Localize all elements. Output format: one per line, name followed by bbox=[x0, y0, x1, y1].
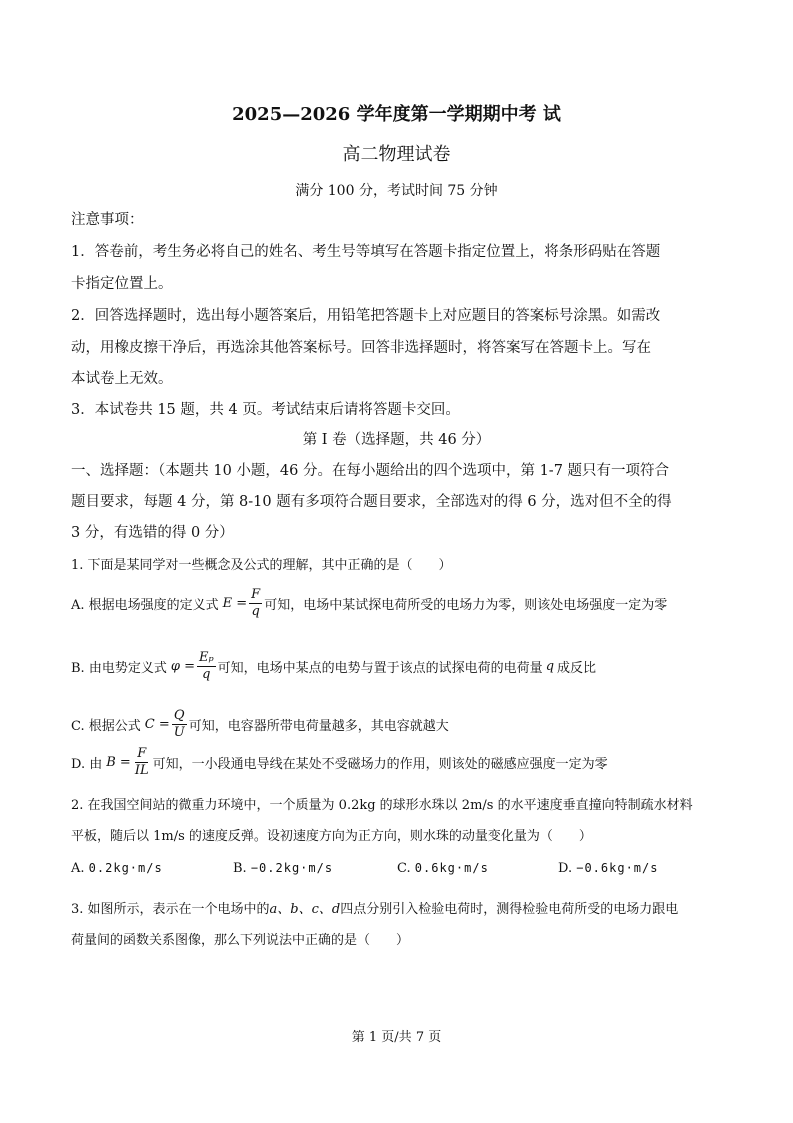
notice-item-2-line-3: 本试卷上无效。 bbox=[71, 371, 173, 387]
subject-title: 高二物理试卷 bbox=[342, 144, 451, 165]
page-footer: 第 1 页/共 7 页 bbox=[351, 1030, 442, 1045]
q2-line-1: 2. 在我国空间站的微重力环境中，一个质量为 0.2kg 的球形水珠以 2m/s 的水平速度垂直撞向特制疏水材料 bbox=[71, 798, 693, 813]
q2-b-label: B. bbox=[233, 861, 247, 876]
q2-option-c bbox=[397, 861, 489, 876]
q1-c-fraction bbox=[172, 708, 187, 741]
q1-d-fraction bbox=[133, 746, 151, 779]
q2-line-2: 平板，随后以 1m/s 的速度反弹。设初速度方向为正方向，则水珠的动量变化量为（ ） bbox=[71, 829, 592, 844]
q1-a-denominator: q bbox=[251, 604, 260, 619]
q1-b-end: 成反比 bbox=[557, 661, 597, 676]
q3-line-1-suffix: 四点分别引入检验电荷时，测得检验电荷所受的电场力跟电 bbox=[340, 902, 679, 917]
q1-option-d bbox=[71, 746, 608, 779]
q1-d-prefix: D. 由 bbox=[71, 757, 103, 772]
notice-item-2-line-2: 动，用橡皮擦干净后，再选涂其他答案标号。回答非选择题时，将答案写在答题卡上。写在 bbox=[71, 340, 651, 356]
q2-d-value: −0.6kg·m/s bbox=[576, 861, 659, 875]
q1-a-suffix: 可知，电场中某试探电荷所受的电场力为零，则该处电场强度一定为零 bbox=[264, 598, 668, 613]
exam-meta: 满分 100 分，考试时间 75 分钟 bbox=[295, 183, 498, 199]
q1-d-formula-lhs: B = bbox=[106, 755, 131, 770]
q2-c-label: C. bbox=[397, 861, 411, 876]
q3-line-2: 荷量间的函数关系图像，那么下列说法中正确的是（ ） bbox=[71, 933, 410, 948]
q1-stem: 1. 下面是某同学对一些概念及公式的理解，其中正确的是（ ） bbox=[71, 558, 452, 573]
q2-d-label: D. bbox=[558, 861, 573, 876]
q2-a-label: A. bbox=[71, 861, 85, 876]
q3-line-1 bbox=[71, 898, 678, 917]
q1-option-a bbox=[71, 587, 667, 620]
q1-a-fraction bbox=[249, 587, 262, 620]
q1-c-prefix: C. 根据公式 bbox=[71, 719, 141, 734]
q1-b-variable: q bbox=[545, 659, 555, 674]
q1-b-suffix: 可知，电场中某点的电势与置于该点的试探电荷的电荷量 bbox=[217, 661, 543, 676]
q2-option-a bbox=[71, 861, 163, 876]
q2-b-value: −0.2kg·m/s bbox=[250, 861, 334, 875]
q1-b-formula-lhs: φ = bbox=[170, 659, 195, 674]
q1-a-formula-lhs: E = bbox=[222, 596, 248, 611]
q1-c-formula-lhs: C = bbox=[144, 717, 170, 732]
q1-option-c bbox=[71, 708, 449, 741]
section-instruction-line-1: 一、选择题：（本题共 10 小题，46 分。在每小题给出的四个选项中，第 1-7 题只有一项符合 bbox=[71, 463, 670, 479]
q1-c-numerator: Q bbox=[173, 708, 185, 723]
notice-item-3: 3．本试卷共 15 题，共 4 页。考试结束后请将答题卡交回。 bbox=[71, 402, 460, 418]
q1-c-suffix: 可知，电容器所带电荷量越多，其电容就越大 bbox=[188, 719, 449, 734]
section-instruction-line-2: 题目要求，每题 4 分，第 8-10 题有多项符合题目要求，全部选对的得 6 分，选对但不全的得 bbox=[71, 494, 672, 510]
q3-point-labels: a、b、c、d bbox=[269, 902, 341, 917]
q1-option-b bbox=[71, 650, 596, 683]
q1-b-prefix: B. 由电势定义式 bbox=[71, 661, 167, 676]
notice-item-1-line-2: 卡指定位置上。 bbox=[71, 276, 173, 292]
notice-item-2-line-1: 2．回答选择题时，选出每小题答案后，用铅笔把答题卡上对应题目的答案标号涂黑。如需改 bbox=[71, 308, 661, 324]
q1-d-suffix: 可知，一小段通电导线在某处不受磁场力的作用，则该处的磁感应强度一定为零 bbox=[152, 757, 608, 772]
q2-a-value: 0.2kg·m/s bbox=[88, 861, 163, 875]
q1-a-numerator: F bbox=[251, 587, 261, 602]
q1-b-fraction bbox=[197, 650, 216, 683]
q2-c-value: 0.6kg·m/s bbox=[414, 861, 489, 875]
q3-line-1-prefix: 3. 如图所示，表示在一个电场中的 bbox=[71, 902, 270, 917]
notice-item-1-line-1: 1．答卷前，考生务必将自己的姓名、考生号等填写在答题卡指定位置上，将条形码贴在答题 bbox=[71, 244, 661, 260]
q1-b-numerator: Eₚ bbox=[198, 650, 214, 665]
section-title: 第 I 卷（选择题，共 46 分） bbox=[302, 432, 491, 448]
exam-title: 2025—2026 学年度第一学期期中考 试 bbox=[232, 104, 561, 125]
q2-option-b bbox=[233, 861, 333, 876]
section-instruction-line-3: 3 分，有选错的得 0 分） bbox=[71, 525, 234, 541]
q1-a-prefix: A. 根据电场强度的定义式 bbox=[71, 598, 219, 613]
q1-d-denominator: IL bbox=[134, 763, 149, 778]
q1-d-numerator: F bbox=[137, 746, 147, 761]
notice-heading: 注意事项： bbox=[71, 212, 144, 228]
q1-b-denominator: q bbox=[202, 667, 211, 682]
q1-c-denominator: U bbox=[173, 725, 185, 740]
q2-option-d bbox=[558, 861, 658, 876]
